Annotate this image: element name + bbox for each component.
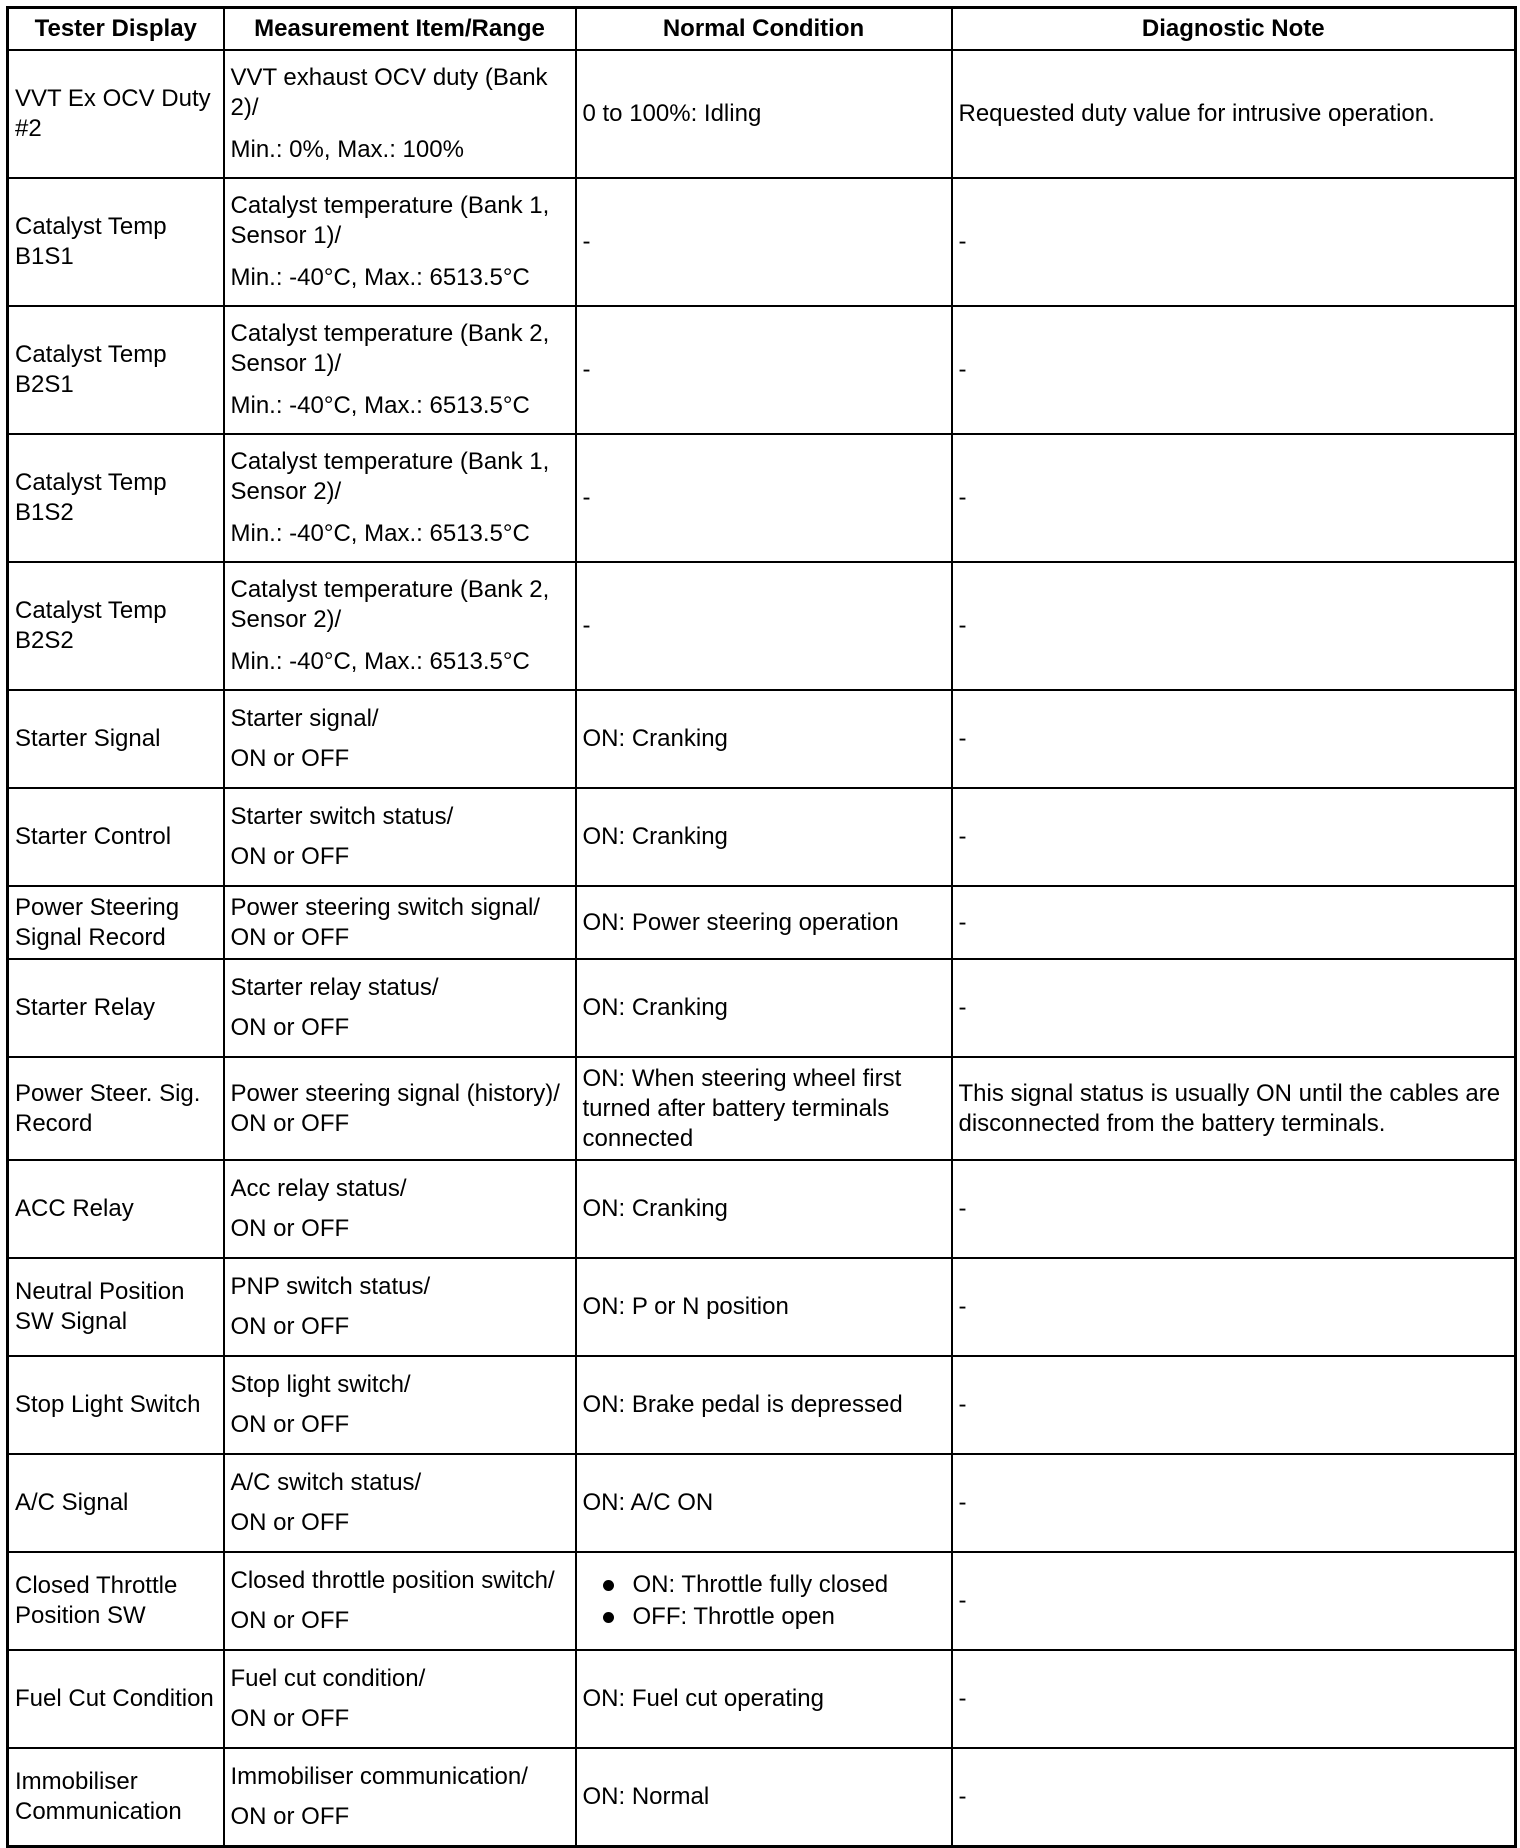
header-normal-condition: Normal Condition bbox=[576, 8, 952, 51]
diagnostic-note-cell: - bbox=[952, 886, 1516, 959]
table-row bbox=[8, 1748, 1516, 1846]
tester-display-cell: Catalyst Temp B2S2 bbox=[8, 562, 224, 690]
diagnostic-note-cell: - bbox=[952, 788, 1516, 886]
measurement-item-name: A/C switch status/ bbox=[230, 1469, 422, 1496]
table-row bbox=[8, 1552, 1516, 1650]
measurement-item-cell bbox=[224, 1160, 576, 1258]
tester-display-cell: Immobiliser Communication bbox=[8, 1748, 224, 1846]
measurement-range: Min.: -40°C, Max.: 6513.5°C bbox=[230, 264, 530, 291]
normal-condition-cell: - bbox=[576, 306, 952, 434]
measurement-item-cell bbox=[224, 1258, 576, 1356]
normal-condition-cell: ON: A/C ON bbox=[576, 1454, 952, 1552]
table-row bbox=[8, 1356, 1516, 1454]
diagnostic-note-cell: - bbox=[952, 1552, 1516, 1650]
normal-condition-cell: ON: Cranking bbox=[576, 1160, 952, 1258]
tester-display-cell: Catalyst Temp B1S1 bbox=[8, 178, 224, 306]
normal-condition-cell: ON: Normal bbox=[576, 1748, 952, 1846]
measurement-item-name: Stop light switch/ bbox=[230, 1371, 411, 1398]
measurement-item-name: Starter relay status/ bbox=[230, 974, 439, 1001]
table-row bbox=[8, 886, 1516, 959]
table-row bbox=[8, 690, 1516, 788]
measurement-item-name: PNP switch status/ bbox=[230, 1273, 431, 1300]
measurement-range: ON or OFF bbox=[230, 1705, 350, 1732]
diagnostic-note-cell: - bbox=[952, 434, 1516, 562]
measurement-item-name: Catalyst temperature (Bank 2, Sensor 2)/ bbox=[230, 576, 550, 633]
normal-condition-cell: ON: Cranking bbox=[576, 690, 952, 788]
measurement-range: ON or OFF bbox=[230, 1215, 350, 1242]
tester-display-cell: A/C Signal bbox=[8, 1454, 224, 1552]
table-row bbox=[8, 959, 1516, 1057]
table-row bbox=[8, 1057, 1516, 1160]
tester-display-cell: Fuel Cut Condition bbox=[8, 1650, 224, 1748]
normal-condition-list-item: ON: Throttle fully closed bbox=[583, 1569, 945, 1601]
diagnostic-note-cell: This signal status is usually ON until the cables are disconnected from the battery terminals. bbox=[952, 1057, 1516, 1160]
table-row bbox=[8, 1650, 1516, 1748]
table-row bbox=[8, 562, 1516, 690]
measurement-item-name: Starter switch status/ bbox=[230, 803, 454, 830]
header-tester-display: Tester Display bbox=[8, 8, 224, 51]
measurement-range: Min.: 0%, Max.: 100% bbox=[230, 136, 464, 163]
measurement-item-cell bbox=[224, 306, 576, 434]
measurement-range: Min.: -40°C, Max.: 6513.5°C bbox=[230, 648, 530, 675]
normal-condition-cell: - bbox=[576, 562, 952, 690]
table-header-row bbox=[8, 8, 1516, 51]
diagnostic-note-cell: - bbox=[952, 1748, 1516, 1846]
measurement-item-name: Catalyst temperature (Bank 1, Sensor 1)/ bbox=[230, 192, 550, 249]
tester-display-cell: Starter Relay bbox=[8, 959, 224, 1057]
measurement-range: ON or OFF bbox=[230, 1313, 350, 1340]
measurement-item-cell bbox=[224, 690, 576, 788]
measurement-item-name: Catalyst temperature (Bank 1, Sensor 2)/ bbox=[230, 448, 550, 505]
measurement-item-name: Fuel cut condition/ bbox=[230, 1665, 426, 1692]
diagnostic-note-cell: - bbox=[952, 1454, 1516, 1552]
table-row bbox=[8, 1258, 1516, 1356]
tester-display-cell: VVT Ex OCV Duty #2 bbox=[8, 50, 224, 178]
measurement-item-name: Starter signal/ bbox=[230, 705, 379, 732]
normal-condition-list bbox=[583, 1569, 945, 1633]
tester-display-cell: Closed Throttle Position SW bbox=[8, 1552, 224, 1650]
measurement-item-cell bbox=[224, 50, 576, 178]
measurement-item-name: Acc relay status/ bbox=[230, 1175, 407, 1202]
table-row bbox=[8, 434, 1516, 562]
normal-condition-cell: - bbox=[576, 434, 952, 562]
normal-condition-cell: ON: Brake pedal is depressed bbox=[576, 1356, 952, 1454]
diagnostic-note-cell: Requested duty value for intrusive operation. bbox=[952, 50, 1516, 178]
measurement-range: ON or OFF bbox=[230, 745, 350, 772]
diagnostic-note-cell: - bbox=[952, 959, 1516, 1057]
measurement-range: ON or OFF bbox=[230, 1509, 350, 1536]
diagnostic-note-cell: - bbox=[952, 178, 1516, 306]
normal-condition-cell: ON: P or N position bbox=[576, 1258, 952, 1356]
measurement-item-cell bbox=[224, 1454, 576, 1552]
diagnostic-note-cell: - bbox=[952, 306, 1516, 434]
measurement-item-name: Immobiliser communication/ bbox=[230, 1762, 528, 1790]
measurement-item-name: Catalyst temperature (Bank 2, Sensor 1)/ bbox=[230, 320, 550, 377]
diagnostic-note-cell: - bbox=[952, 1356, 1516, 1454]
measurement-item-cell bbox=[224, 1552, 576, 1650]
measurement-item-cell bbox=[224, 788, 576, 886]
measurement-item-cell bbox=[224, 562, 576, 690]
tester-display-cell: Power Steer. Sig. Record bbox=[8, 1057, 224, 1160]
normal-condition-cell: ON: When steering wheel first turned after battery terminals connected bbox=[576, 1057, 952, 1160]
header-diagnostic-note: Diagnostic Note bbox=[952, 8, 1516, 51]
measurement-range: ON or OFF bbox=[230, 1802, 350, 1830]
measurement-range: ON or OFF bbox=[230, 1014, 350, 1041]
table-row bbox=[8, 1160, 1516, 1258]
diagnostic-note-cell: - bbox=[952, 690, 1516, 788]
normal-condition-list-item: OFF: Throttle open bbox=[583, 1601, 945, 1633]
diagnostic-note-cell: - bbox=[952, 1258, 1516, 1356]
normal-condition-cell: ON: Cranking bbox=[576, 788, 952, 886]
tester-display-cell: Catalyst Temp B2S1 bbox=[8, 306, 224, 434]
tester-display-cell: Stop Light Switch bbox=[8, 1356, 224, 1454]
normal-condition-cell: - bbox=[576, 178, 952, 306]
tester-display-cell: ACC Relay bbox=[8, 1160, 224, 1258]
measurement-item-cell bbox=[224, 1650, 576, 1748]
normal-condition-cell: ON: Fuel cut operating bbox=[576, 1650, 952, 1748]
diagnostic-note-cell: - bbox=[952, 562, 1516, 690]
table-row bbox=[8, 1454, 1516, 1552]
measurement-item-cell bbox=[224, 959, 576, 1057]
data-list-table bbox=[6, 6, 1517, 1848]
measurement-range: ON or OFF bbox=[230, 843, 350, 870]
tester-display-cell: Power Steering Signal Record bbox=[8, 886, 224, 959]
measurement-item-name: Closed throttle position switch/ bbox=[230, 1567, 555, 1594]
normal-condition-cell: 0 to 100%: Idling bbox=[576, 50, 952, 178]
table-row bbox=[8, 178, 1516, 306]
measurement-range: ON or OFF bbox=[230, 1411, 350, 1438]
measurement-range: ON or OFF bbox=[230, 1607, 350, 1634]
table-row bbox=[8, 50, 1516, 178]
measurement-item-cell bbox=[224, 1356, 576, 1454]
measurement-range: Min.: -40°C, Max.: 6513.5°C bbox=[230, 392, 530, 419]
measurement-item-cell: Power steering switch signal/ ON or OFF bbox=[224, 886, 576, 959]
normal-condition-cell: ON: Cranking bbox=[576, 959, 952, 1057]
measurement-item-cell bbox=[224, 178, 576, 306]
tester-display-cell: Starter Control bbox=[8, 788, 224, 886]
tester-display-cell: Starter Signal bbox=[8, 690, 224, 788]
tester-display-cell: Catalyst Temp B1S2 bbox=[8, 434, 224, 562]
table-row bbox=[8, 306, 1516, 434]
measurement-range: Min.: -40°C, Max.: 6513.5°C bbox=[230, 520, 530, 547]
normal-condition-cell bbox=[576, 1552, 952, 1650]
measurement-item-name: VVT exhaust OCV duty (Bank 2)/ bbox=[230, 64, 548, 121]
normal-condition-cell: ON: Power steering operation bbox=[576, 886, 952, 959]
measurement-item-cell bbox=[224, 434, 576, 562]
measurement-item-cell bbox=[224, 1748, 576, 1846]
table-row bbox=[8, 788, 1516, 886]
measurement-item-cell: Power steering signal (history)/ ON or OFF bbox=[224, 1057, 576, 1160]
header-measurement-item: Measurement Item/Range bbox=[224, 8, 576, 51]
diagnostic-note-cell: - bbox=[952, 1160, 1516, 1258]
diagnostic-note-cell: - bbox=[952, 1650, 1516, 1748]
tester-display-cell: Neutral Position SW Signal bbox=[8, 1258, 224, 1356]
